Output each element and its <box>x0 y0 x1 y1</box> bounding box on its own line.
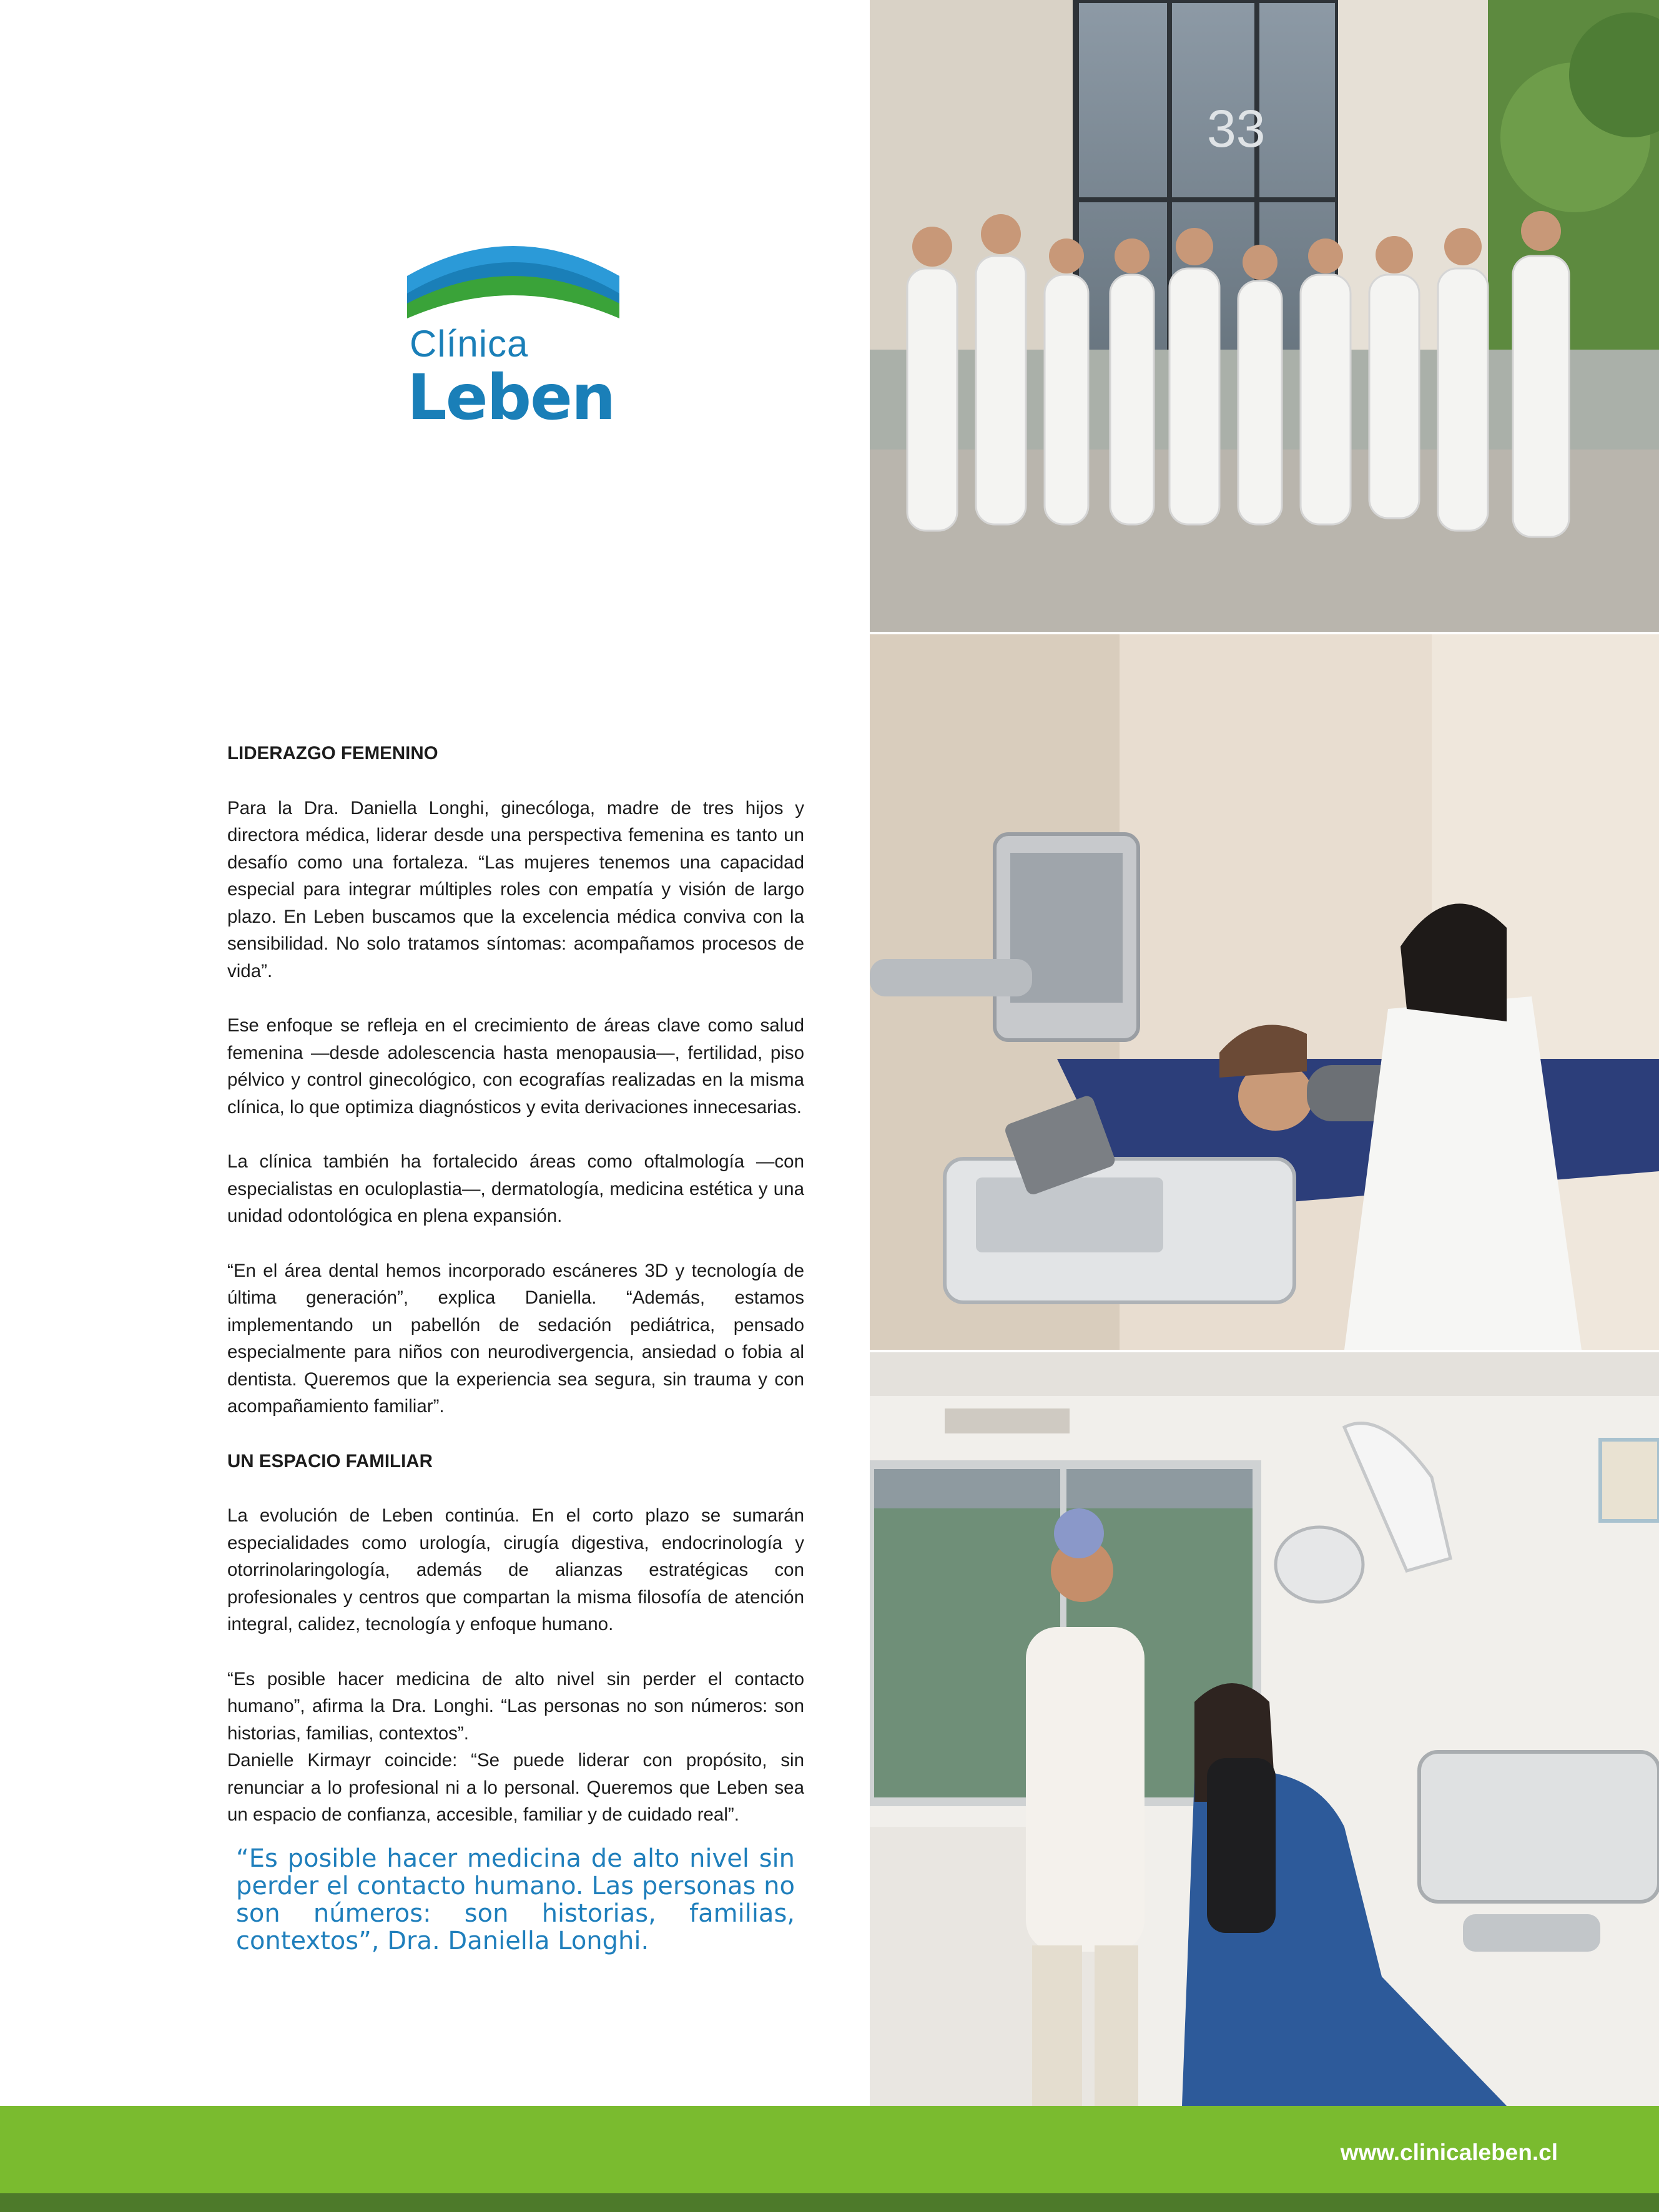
roof-logo-icon <box>407 236 619 323</box>
logo-word-clinica: Clínica <box>410 323 529 365</box>
logo-word-leben: Leben <box>407 361 615 434</box>
text-column <box>0 0 870 2106</box>
article-paragraph-1: Para la Dra. Daniella Longhi, ginecóloga, madre de tres hijos y directora médica, liderar desde una perspectiva femenina es tanto un desafío como una fortaleza. “Las mujeres tenemos una capacidad especial para integrar múltiples roles con empatía y visión de largo plazo. En Leben buscamos que la excelencia médica conviva con la sensibilidad. No solo tratamos síntomas: acompañamos procesos de vida”. <box>227 797 804 981</box>
article-paragraph-7: Danielle Kirmayr coincide: “Se puede liderar con propósito, sin renunciar a lo profesional ni a lo personal. Queremos que Leben sea un espacio de confianza, accesible, familiar y de cuidado real”. <box>227 1750 804 1825</box>
website-link[interactable]: www.clinicaleben.cl <box>1340 2140 1558 2165</box>
clinica-leben-logo <box>407 236 619 442</box>
article-paragraph-6: “Es posible hacer medicina de alto nivel sin perder el contacto humano”, afirma la Dra. Longhi. “Las personas no son números: son historias, familias, contextos”. <box>227 1668 804 1744</box>
team-photo <box>870 0 1659 632</box>
dental-photo <box>870 1352 1659 2106</box>
article-paragraph-2: Ese enfoque se refleja en el crecimiento de áreas clave como salud femenina —desde adolescencia hasta menopausia—, fertilidad, piso pélvico y control ginecológico, con ecografías realizadas en la misma clínica, lo que optimiza diagnósticos y evita derivaciones innecesarias. <box>227 1015 804 1118</box>
section-heading-espacio-familiar: UN ESPACIO FAMILIAR <box>227 1450 433 1472</box>
building-number: 33 <box>1207 99 1266 158</box>
pull-quote: “Es posible hacer medicina de alto nivel sin perder el contacto humano. Las personas no son números: son historias, familias, contextos”, Dra. Daniella Longhi. <box>236 1844 795 1955</box>
article-body <box>227 740 804 1829</box>
footer-bottom-strip <box>0 2193 1659 2212</box>
article-paragraph-5: La evolución de Leben continúa. En el corto plazo se sumarán especialidades como urología, cirugía digestiva, endocrinología y otorrinolaringología, además de alianzas estratégicas con profesionales y centros que compartan la misma filosofía de atención integral, calidez, tecnología y enfoque humano. <box>227 1505 804 1634</box>
article-paragraph-4: “En el área dental hemos incorporado escáneres 3D y tecnología de última generación”, explica Daniella. “Además, estamos implementando un pabellón de sedación pediátrica, pensado especialmente para niños con neurodivergencia, ansiedad o fobia al dentista. Queremos que la experiencia sea segura, sin trauma y con acompañamiento familiar”. <box>227 1260 804 1417</box>
ultrasound-photo <box>870 634 1659 1350</box>
article-paragraph-3: La clínica también ha fortalecido áreas como oftalmología —con especialistas en oculoplastia—, dermatología, medicina estética y una unidad odontológica en plena expansión. <box>227 1151 804 1226</box>
section-heading-liderazgo: LIDERAZGO FEMENINO <box>227 743 438 764</box>
